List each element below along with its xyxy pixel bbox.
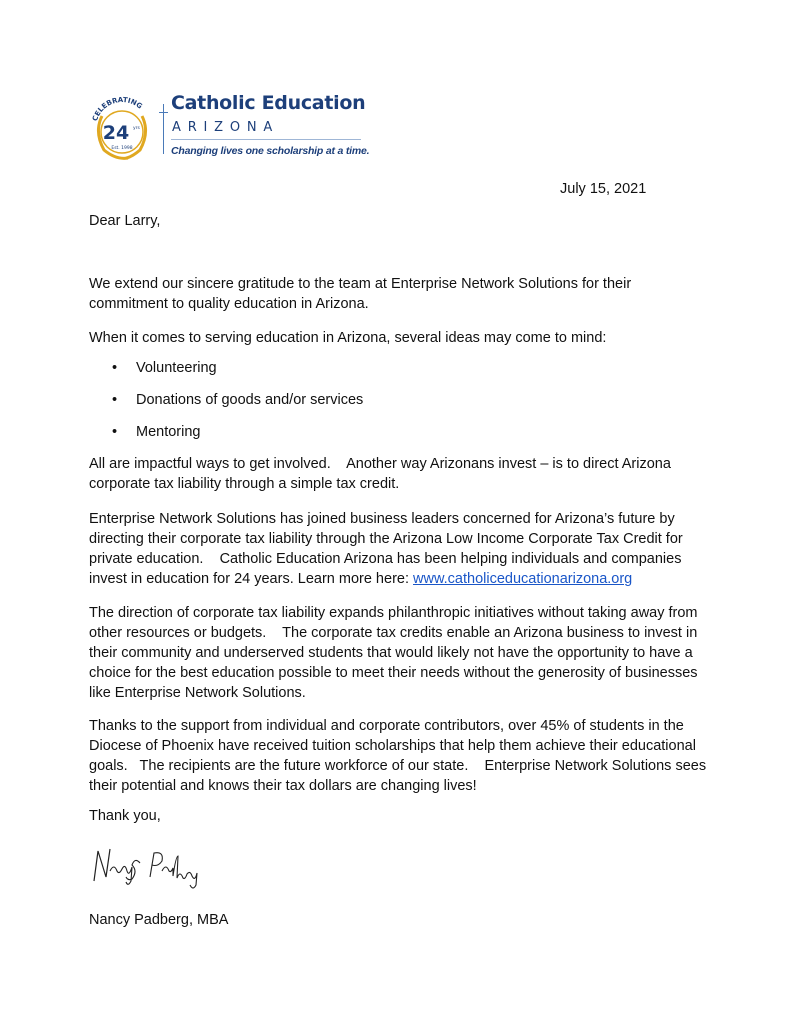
bullet-icon: • [112,360,118,376]
seal-suffix: yrs [133,126,140,131]
paragraph-tax-credit [89,454,709,494]
seal-established: Est. 1998 [111,146,133,151]
list-item [89,358,689,390]
list-item-label: Mentoring [136,424,201,440]
organization-name: Catholic Education [171,92,366,114]
seal-number: 24 [102,122,130,144]
paragraph-text: Enterprise Network Solutions has joined business leaders concerned for Arizona’s future by directing their corporate tax liability through the Arizona Low Income Corporate Tax Credit for private education. Catholic Education Arizona has been helping individuals and companies invest in education for 24 years. Learn more here: [89,511,687,587]
paragraph-philanthropy [89,603,709,703]
celebrating-24-years-seal [88,92,156,164]
bullet-icon: • [112,424,118,440]
list-item-label: Donations of goods and/or services [136,392,364,408]
bullet-icon: • [112,392,118,408]
catholic-education-arizona-logo [88,92,378,164]
list-item [89,422,689,454]
logo-cross-horizontal [159,112,168,113]
paragraph-text: Thanks to the support from individual and corporate contributors, over 45% of students in the Diocese of Phoenix have received tuition scholarships that help them achieve their educational goals. The recipients are the future workforce of our state. Enterprise Network Solutions sees their potential and knows their tax dollars are changing lives! [89,718,711,794]
seal-arc-text: CELEBRATING [91,95,144,123]
paragraph-gratitude: We extend our sincere gratitude to the team at Enterprise Network Solutions for their commitment to quality education in Arizona. [89,276,632,312]
paragraph-business-leaders [89,509,709,589]
paragraph-scholarships [89,716,709,796]
handwritten-signature [92,843,202,893]
organization-state: ARIZONA [172,120,280,135]
salutation: Dear Larry, [89,213,161,229]
paragraph-ideas-intro: When it comes to serving education in Arizona, several ideas may come to mind: [89,330,607,346]
paragraph-text: The direction of corporate tax liability expands philanthropic initiatives without taking away from other resources or budgets. The corporate tax credits enable an Arizona business to invest in their community and underserved students that would likely not have the opportunity to have a choice for the best education possible to meet their needs without the generosity of businesses like Enterprise Network Solutions. [89,605,702,701]
closing: Thank you, [89,808,161,824]
organization-tagline: Changing lives one scholarship at a time. [171,145,370,157]
list-item [89,390,689,422]
website-link[interactable]: www.catholiceducationarizona.org [413,571,633,587]
letter-date: July 15, 2021 [560,181,647,197]
signer-name: Nancy Padberg, MBA [89,912,229,928]
paragraph-text: All are impactful ways to get involved. Another way Arizonans invest – is to direct Arizona corporate tax liability through a simple tax credit. [89,456,675,492]
ideas-list [89,358,689,454]
logo-divider-line [171,139,361,140]
list-item-label: Volunteering [136,360,217,376]
